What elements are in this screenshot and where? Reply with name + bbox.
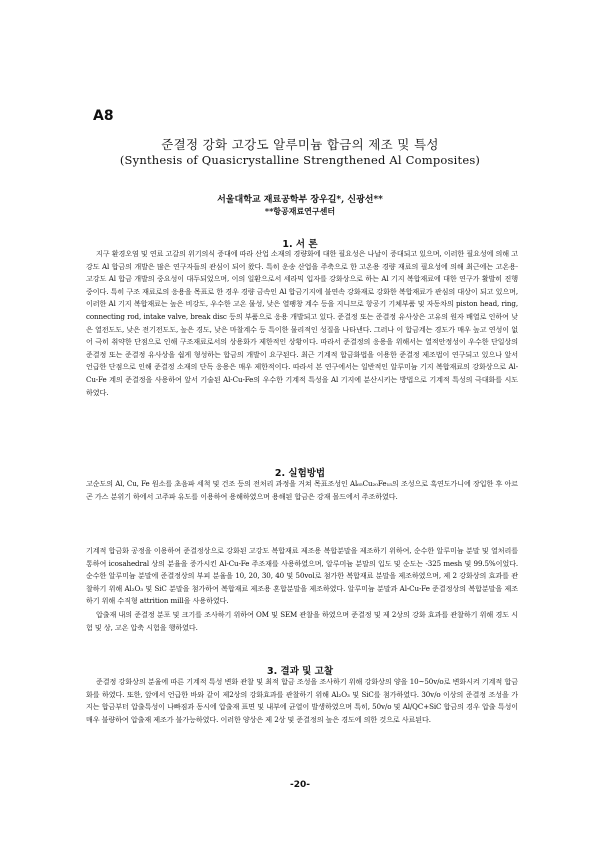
introduction-paragraph: 지구 환경오염 및 연료 고갈의 위기의식 증대에 따라 산업 소재의 경량화에 대한 필요성은 나날이 증대되고 있으며, 이러한 필요성에 의해 고강도 Al 합금의 개발은 많은 연구자들의 관심이 되어 왔다. 특히 운송 산업을 주축으로 한 고온용 경량 재료의 필요성에 의해 최근에는 고온용·고강도 Al 합금 개발의 중요성이 대두되었으며, 이의 일환으로서 세라믹 입자를 강화상으로 하는 Al 기지 복합재료에 대한 연구가 활발히 진행중이다. 특히 구조 재료로의 응용을 목표로 한 경우 경량 금속인 Al 합금기지에 불연속 강화재로 강화한 복합재료가 관심의 대상이 되고 있으며, 이러한 Al 기지 복합재료는 높은 비강도, 우수한 고온 물성, 낮은 열팽창 계수 등을 지니므로 항공기 기체부품 및 자동차의 piston head, ring, connecting rod, intake valve, break disc 등의 부품으로 응용 개발되고 있다. 준결정 또는 준결정 유사상은 고유의 원자 배열로 인하여 낮은 열전도도, 낮은 전기전도도, 높은 경도, 낮은 마찰계수 등 특이한 물리적인 성질을 나타낸다. 그러나 이 합금계는 경도가 매우 높고 연성이 없어 극히 취약한 단점으로 인해 구조재료로서의 상용화가 제한적인 상황이다. 따라서 준결정의 응용을 위해서는 열적안정성이 우수한 단일상의 준결정 또는 준결정 유사상을 쉽게 형성하는 합금의 개발이 요구된다. 최근 기계적 합금화법을 이용한 준결정 제조법이 연구되고 있으나 앞서 언급한 단점으로 인해 준결정 소재의 단독 응용은 매우 제한적이다. 따라서 본 연구에서는 일반적인 알루미늄 기지 복합재료의 강화상으로 Al-Cu-Fe 계의 준결정을 사용하여 앞서 기술된 Al-Cu-Fe의 우수한 기계적 특성을 Al 기지에 분산시키는 방법으로 기계적 특성의 극대화를 시도하였다. <box>86 249 518 397</box>
abstract-code: A8 <box>93 108 114 124</box>
section-heading-results: 3. 결과 및 고찰 <box>266 666 334 677</box>
section-heading-methods: 2. 실험방법 <box>274 468 326 479</box>
authors: 서울대학교 재료공학부 장우길*, 신광선** <box>217 195 383 205</box>
title-english: (Synthesis of Quasicrystalline Strengthened Al Composites) <box>119 153 481 167</box>
methods-paragraph-1: 고순도의 Al, Cu, Fe 원소를 초음파 세척 및 건조 등의 전처리 과정을 거쳐 목표조성인 Al₆₅Cu₂₀Fe₁₅의 조성으로 흑연도가니에 장입한 후 아르곤 가스 분위기 하에서 고주파 유도를 이용하여 용해하였으며 용해된 합금은 강재 몰드에서 주조하였다. <box>86 479 518 501</box>
methods-paragraph-3: 압출재 내의 준결정 분포 및 크기를 조사하기 위하여 OM 및 SEM 관찰을 하였으며 준결정 및 제 2상의 강화 효과를 관찰하기 위해 경도 시험 및 상, 고온 압축 시험을 행하였다. <box>86 610 518 632</box>
page-number: -20- <box>290 780 310 790</box>
title-korean: 준결정 강화 고강도 알루미늄 합금의 제조 및 특성 <box>161 137 439 152</box>
section-heading-introduction: 1. 서 론 <box>282 239 318 250</box>
methods-paragraph-2: 기계적 합금화 공정을 이용하여 준결정상으로 강화된 고강도 복합재료 제조용 복합분말을 제조하기 위하여, 순수한 알루미늄 분말 및 열처리를 통하여 icosahedral 상의 분율을 증가시킨 Al-Cu-Fe 주조재를 사용하였으며, 알루미늄 분말의 입도 및 순도는 -325 mesh 및 99.5%이었다. 순수한 알루미늄 분말에 준결정상의 부피 분율을 10, 20, 30, 40 및 50vol로 첨가한 복합재료 분말을 제조하였으며, 제 2 강화상의 효과를 관찰하기 위해 Al₂O₃ 및 SiC 분말을 첨가하여 복합재료 제조용 혼합분말을 제조하였다. 알루미늄 분말과 Al-Cu-Fe 준결정상의 복합분말을 제조하기 위해 수직형 attrition mill을 사용하였다. <box>86 546 518 606</box>
results-paragraph: 준결정 강화상의 분율에 따른 기계적 특성 변화 관찰 및 최적 합금 조성을 조사하기 위해 강화상의 양을 10~50v/o로 변화시켜 기계적 합금화를 하였다. 또한, 앞에서 언급한 바와 같이 제2상의 강화효과를 관찰하기 위해 Al₂O₃ 및 SiC를 첨가하였다. 30v/o 이상의 준결정 조성을 가지는 합금부터 압출특성이 나빠짐과 동시에 압출재 표면 및 내부에 균열이 발생하였으며 특히, 50v/o 및 Al/QC+SiC 합금의 경우 압출 특성이 매우 불량하여 압출재 제조가 불가능하였다. 이러한 양상은 제 2상 및 준결정의 높은 경도에 의한 것으로 사료된다. <box>86 677 518 724</box>
affiliation: **항공재료연구센터 <box>264 206 336 216</box>
